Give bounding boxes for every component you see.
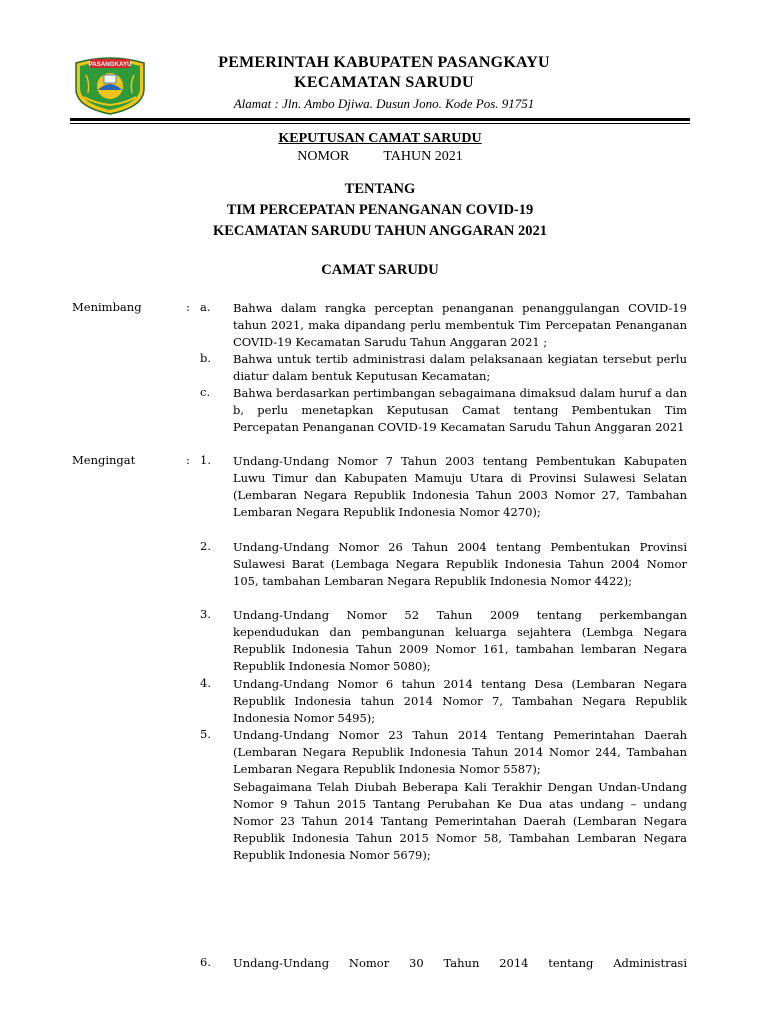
decree-number-line (70, 149, 690, 165)
mengingat-item-marker: 4. (200, 676, 211, 690)
mengingat-item-text: Undang-Undang Nomor 23 Tahun 2014 Tentang Pemerintahan Daerah (Lembaran Negara Republik Indonesia Tahun 2014 Nomor 244, Tambahan Lembaran Negara Republik Indonesia Nomor 5587); (233, 728, 687, 776)
decree-title: KEPUTUSAN CAMAT SARUDU (278, 131, 482, 146)
mengingat-item-text: Undang-Undang Nomor 6 tahun 2014 tentang Desa (Lembaran Negara Republik Indonesia tahun 2014 Nomor 7, Tambahan Negara Republik Indonesia Nomor 5495); (233, 677, 687, 725)
letterhead-thick-rule (70, 118, 690, 121)
mengingat-item-marker: 5. (200, 727, 211, 741)
mengingat-item-marker: 1. (200, 453, 211, 467)
regency-emblem-logo (72, 53, 148, 115)
decree-year: TAHUN 2021 (383, 149, 463, 164)
mengingat-label: Mengingat (72, 453, 136, 467)
letterhead-thin-rule (70, 123, 690, 124)
menimbang-colon: : (186, 300, 190, 314)
menimbang-label: Menimbang (72, 300, 142, 314)
mengingat-item-marker: 6. (200, 955, 211, 969)
decree-subject-line-2: KECAMATAN SARUDU TAHUN ANGGARAN 2021 (212, 223, 548, 239)
mengingat-item-text: Undang-Undang Nomor 30 Tahun 2014 tentang Administrasi (233, 956, 687, 970)
menimbang-item-text: Bahwa untuk tertib administrasi dalam pelaksanaan kegiatan tersebut perlu diatur dalam bentuk Keputusan Kecamatan; (233, 352, 687, 383)
mengingat-item-marker: 2. (200, 539, 211, 553)
menimbang-item-text: Bahwa berdasarkan pertimbangan sebagaimana dimaksud dalam huruf a dan b, perlu menetapkan Keputusan Camat tentang Pembentukan Tim Percepatan Penanganan COVID-19 Kecamatan Sarudu Tahun Anggaran 2021 (233, 386, 687, 434)
mengingat-item-text: Undang-Undang Nomor 7 Tahun 2003 tentang Pembentukan Kabupaten Luwu Timur dan Kabupaten Mamuju Utara di Provinsi Sulawesi Selatan (Lembaran Negara Republik Indonesia Tahun 2003 Nomor 27, Tambahan Lembaran Negara Republik Indonesia Nomor 4270); (233, 454, 687, 519)
menimbang-item-marker: c. (200, 385, 211, 399)
letterhead-district-name: KECAMATAN SARUDU (294, 74, 474, 91)
mengingat-item-text: Undang-Undang Nomor 26 Tahun 2004 tentang Pembentukan Provinsi Sulawesi Barat (Lembaga Negara Republik Indonesia Tahun 2004 Nomor 105, tambahan Lembaran Negara Republik Indonesia Nomor 4422); (233, 540, 687, 588)
decree-subject-line-1: TIM PERCEPATAN PENANGANAN COVID-19 (226, 202, 534, 218)
menimbang-item-marker: b. (200, 351, 212, 365)
mengingat-item-text: Undang-Undang Nomor 52 Tahun 2009 tentang perkembangan kependudukan dan pembangunan keluarga sejahtera (Lembga Negara Republik Indonesia Tahun 2009 Nomor 161, tambahan lembaran Negara Republik Indonesia Nomor 5080); (233, 608, 687, 673)
svg-text:PASANGKAYU: PASANGKAYU (88, 61, 132, 69)
letterhead-government-name: PEMERINTAH KABUPATEN PASANGKAYU (218, 54, 550, 71)
decree-tentang: TENTANG (344, 181, 416, 197)
decree-issuer: CAMAT SARUDU (321, 262, 439, 278)
menimbang-item-marker: a. (200, 300, 211, 314)
menimbang-item-text: Bahwa dalam rangka perceptan penanganan penanggulangan COVID-19 tahun 2021, maka dipandang perlu membentuk Tim Percepatan Penanganan COVID-19 Kecamatan Sarudu Tahun Anggaran 2021 ; (233, 301, 687, 349)
mengingat-item-marker: 3. (200, 607, 211, 621)
mengingat-colon: : (186, 453, 190, 467)
decree-number-label: NOMOR (297, 149, 350, 164)
letterhead-address: Alamat : Jln. Ambo Djiwa. Dusun Jono. Kode Pos. 91751 (233, 96, 535, 111)
mengingat-item-continuation: Sebagaimana Telah Diubah Beberapa Kali Terakhir Dengan Undan-Undang Nomor 9 Tahun 2015 Tantang Perubahan Ke Dua atas undang – undang Nomor 23 Tahun 2014 Tantang Pemerintahan Daerah (Lembaran Negara Republik Indonesia Tahun 2015 Nomor 58, Tambahan Lembaran Negara Republik Indonesia Nomor 5679); (233, 780, 687, 862)
